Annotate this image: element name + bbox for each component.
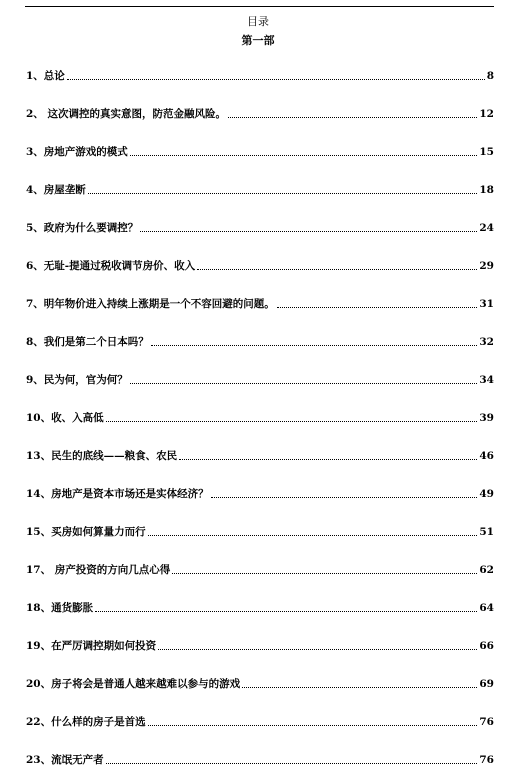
toc-entry-page-number: 29 [479,260,494,272]
toc-entry-label: 3、房地产游戏的模式 [26,146,128,158]
toc-entry-page-number: 31 [479,298,494,310]
toc-entry[interactable] [26,561,494,577]
toc-dot-leader [151,344,478,346]
toc-entry-page-number: 46 [479,450,494,462]
toc-entry-label: 9、民为何，官为何？ [26,374,128,386]
toc-entry-page-number: 39 [479,412,494,424]
toc-entry-label: 14、房地产是资本市场还是实体经济？ [26,488,209,500]
toc-dot-leader [95,610,477,612]
toc-entry[interactable] [26,257,494,273]
toc-entry-page-number: 76 [479,754,494,766]
toc-entry-page-number: 8 [486,70,494,82]
toc-entry-label: 15、买房如何算量力而行 [26,526,146,538]
toc-entry[interactable] [26,409,494,425]
toc-dot-leader [228,116,477,118]
toc-dot-leader [211,496,478,498]
toc-dot-leader [277,306,478,308]
toc-entry-page-number: 34 [479,374,494,386]
toc-entry-label: 17、 房产投资的方向几点心得 [26,564,171,576]
toc-entry-label: 18、通货膨胀 [26,602,94,614]
toc-entry-page-number: 69 [479,678,494,690]
toc-dot-leader [140,230,477,232]
toc-dot-leader [148,724,478,726]
toc-entry[interactable] [26,371,494,387]
toc-entry[interactable] [26,219,494,235]
toc-entry-page-number: 24 [479,222,494,234]
toc-entry[interactable] [26,67,494,83]
toc-entry-page-number: 62 [479,564,494,576]
toc-dot-leader [148,534,478,536]
toc-entry-label: 1、总论 [26,70,65,82]
toc-dot-leader [130,382,478,384]
toc-entry-page-number: 32 [479,336,494,348]
toc-entry[interactable] [26,447,494,463]
toc-dot-leader [130,154,478,156]
toc-entry-label: 4、房屋垄断 [26,184,86,196]
toc-entry-label: 5、政府为什么要调控？ [26,222,139,234]
toc-entry-label: 10、收、入高低 [26,412,104,424]
toc-dot-leader [106,420,478,422]
toc-entry-label: 6、无耻-提通过税收调节房价、收入 [26,260,196,272]
toc-entry-label: 2、 这次调控的真实意图，防范金融风险。 [26,108,226,120]
toc-entry-page-number: 66 [479,640,494,652]
toc-entry[interactable] [26,333,494,349]
toc-entry[interactable] [26,485,494,501]
toc-entry[interactable] [26,637,494,653]
toc-entry[interactable] [26,713,494,729]
toc-entry[interactable] [26,105,494,121]
toc-entry[interactable] [26,751,494,767]
toc-dot-leader [242,686,477,688]
toc-dot-leader [179,458,477,460]
toc-entry-label: 23、流氓无产者 [26,754,104,766]
toc-entry-label: 20、房子将会是普通人越来越难以参与的游戏 [26,678,241,690]
toc-dot-leader [106,762,478,764]
toc-entry-page-number: 49 [479,488,494,500]
toc-entry-label: 19、在严厉调控期如何投资 [26,640,157,652]
toc-entry[interactable] [26,523,494,539]
toc-entry[interactable] [26,295,494,311]
toc-entry-label: 8、我们是第二个日本吗？ [26,336,149,348]
toc-dot-leader [197,268,477,270]
toc-entry[interactable] [26,599,494,615]
toc-dot-leader [172,572,477,574]
toc-entry-label: 22、什么样的房子是首选 [26,716,146,728]
toc-entry-page-number: 12 [479,108,494,120]
toc-entry[interactable] [26,143,494,159]
toc-dot-leader [67,78,485,80]
toc-entry-label: 13、民生的底线——粮食、农民 [26,450,178,462]
toc-entry-page-number: 76 [479,716,494,728]
toc-entry-page-number: 51 [479,526,494,538]
document-subtitle: 第一部 [241,34,275,47]
toc-entry[interactable] [26,675,494,691]
toc-entry-page-number: 64 [479,602,494,614]
toc-entry-page-number: 15 [479,146,494,158]
toc-entry-page-number: 18 [479,184,494,196]
toc-entry[interactable] [26,181,494,197]
toc-dot-leader [88,192,478,194]
document-title: 目录 [247,15,269,28]
toc-entry-label: 7、明年物价进入持续上涨期是一个不容回避的问题。 [26,298,275,310]
header-rule [25,6,494,7]
toc-dot-leader [158,648,477,650]
